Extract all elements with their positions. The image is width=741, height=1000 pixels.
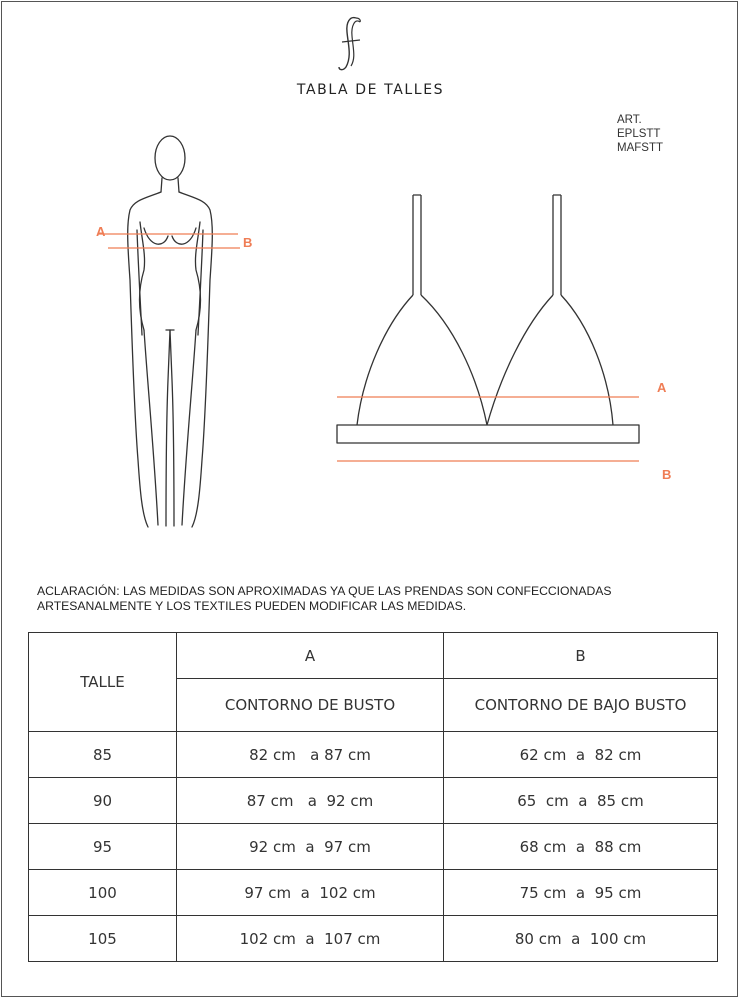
busto-cell: 102 cm a 107 cm xyxy=(177,916,444,962)
table-row xyxy=(29,824,718,870)
bajo-busto-cell: 62 cm a 82 cm xyxy=(444,732,718,778)
page-title: TABLA DE TALLES xyxy=(296,82,445,98)
figure-label-a: A xyxy=(96,224,106,239)
bra-label-b: B xyxy=(662,467,672,482)
table-row xyxy=(29,732,718,778)
talle-cell: 100 xyxy=(29,870,177,916)
art-line: EPLSTT xyxy=(617,128,661,140)
bajo-busto-cell: 65 cm a 85 cm xyxy=(444,778,718,824)
note-line: ACLARACIÓN: LAS MEDIDAS SON APROXIMADAS YA QUE LAS PRENDAS SON CONFECCIONADAS xyxy=(37,584,612,598)
article-codes xyxy=(617,113,663,155)
bajo-busto-cell: 68 cm a 88 cm xyxy=(444,824,718,870)
talle-cell: 90 xyxy=(29,778,177,824)
disclaimer-note xyxy=(37,584,717,614)
talle-cell: 95 xyxy=(29,824,177,870)
bajo-busto-cell: 80 cm a 100 cm xyxy=(444,916,718,962)
busto-cell: 97 cm a 102 cm xyxy=(177,870,444,916)
table-row xyxy=(29,870,718,916)
script-f-logo-icon xyxy=(320,12,380,72)
col-b-letter: B xyxy=(444,633,718,679)
size-table xyxy=(28,632,718,962)
talle-header: TALLE xyxy=(29,633,177,732)
table-row xyxy=(29,916,718,962)
art-line: ART. xyxy=(617,114,642,126)
body-figure-diagram xyxy=(80,130,260,535)
talle-cell: 105 xyxy=(29,916,177,962)
col-a-letter: A xyxy=(177,633,444,679)
col-b-label: CONTORNO DE BAJO BUSTO xyxy=(444,679,718,732)
bajo-busto-cell: 75 cm a 95 cm xyxy=(444,870,718,916)
busto-cell: 87 cm a 92 cm xyxy=(177,778,444,824)
col-a-label: CONTORNO DE BUSTO xyxy=(177,679,444,732)
bra-diagram xyxy=(325,185,685,485)
art-line: MAFSTT xyxy=(617,142,663,154)
busto-cell: 82 cm a 87 cm xyxy=(177,732,444,778)
busto-cell: 92 cm a 97 cm xyxy=(177,824,444,870)
table-row xyxy=(29,778,718,824)
talle-cell: 85 xyxy=(29,732,177,778)
figure-label-b: B xyxy=(243,235,253,250)
bra-label-a: A xyxy=(657,380,667,395)
note-line: ARTESANALMENTE Y LOS TEXTILES PUEDEN MODIFICAR LAS MEDIDAS. xyxy=(37,599,467,613)
